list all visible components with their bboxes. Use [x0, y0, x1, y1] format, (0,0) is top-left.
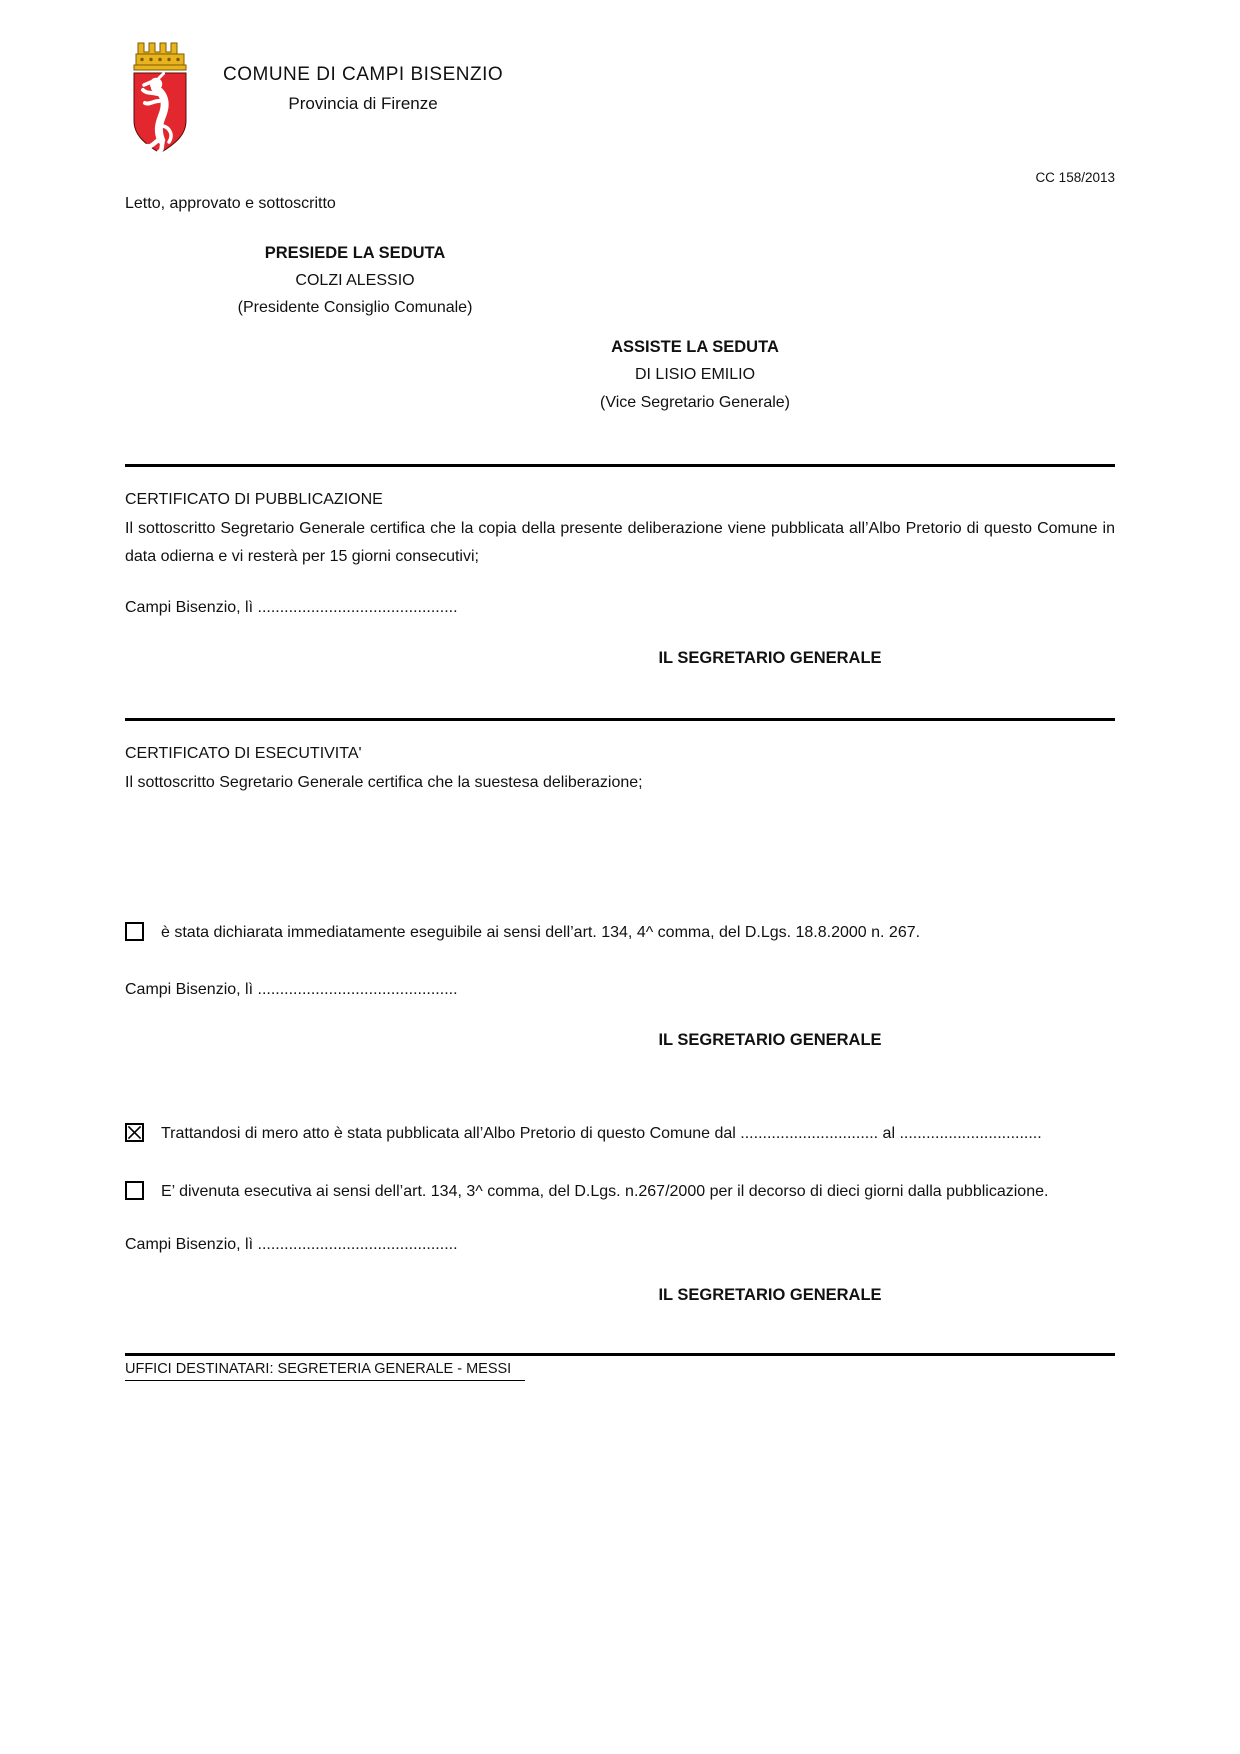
enforceability-certificate-section — [125, 745, 1115, 1305]
date-place-line: Campi Bisenzio, lì ............................................. — [125, 1235, 458, 1253]
organization-block — [223, 64, 503, 114]
document-header — [125, 40, 1115, 158]
approval-note: Letto, approvato e sottoscritto — [125, 195, 336, 212]
crown-icon — [134, 43, 186, 70]
checkbox-mere-act-published — [125, 1123, 144, 1142]
coat-of-arms-icon — [125, 40, 195, 155]
chair-block — [125, 239, 585, 321]
secretary-block — [485, 333, 905, 415]
recipient-offices-text: UFFICI DESTINATARI: SEGRETERIA GENERALE - MESSI — [125, 1356, 525, 1381]
enforceability-option-mere-act — [125, 1116, 1115, 1152]
province-name: Provincia di Firenze — [288, 94, 438, 113]
option-text: Trattandosi di mero atto è stata pubblicata all’Albo Pretorio di questo Comune dal ............................... al ................................ — [161, 1124, 1042, 1142]
enforceability-option-immediate — [125, 915, 1115, 951]
secretary-role: (Vice Segretario Generale) — [599, 393, 791, 411]
checkbox-immediate-enforceability — [125, 922, 144, 941]
secretary-signature-line: IL SEGRETARIO GENERALE — [658, 648, 882, 667]
chair-role: (Presidente Consiglio Comunale) — [237, 299, 473, 317]
option-text: è stata dichiarata immediatamente eseguibile ai sensi dell’art. 134, 4^ comma, del D.Lgs. 18.8.2000 n. 267. — [161, 923, 921, 941]
date-place-line: Campi Bisenzio, lì ............................................. — [125, 980, 458, 998]
secretary-name: DI LISIO EMILIO — [634, 366, 756, 384]
secretary-title: ASSISTE LA SEDUTA — [611, 338, 779, 357]
shield-icon — [134, 73, 186, 153]
enforceability-certificate-body: Il sottoscritto Segretario Generale certifica che la suestesa deliberazione; — [125, 773, 643, 791]
chair-name: COLZI ALESSIO — [295, 272, 415, 290]
municipality-name: COMUNE DI CAMPI BISENZIO — [223, 64, 504, 85]
section-divider — [125, 718, 1115, 721]
chair-title: PRESIEDE LA SEDUTA — [264, 244, 446, 262]
option-text: E’ divenuta esecutiva ai sensi dell’art. 134, 3^ comma, del D.Lgs. n.267/2000 per il decorso di dieci giorni dalla pubblicazione. — [161, 1182, 1049, 1200]
publication-certificate-section — [125, 491, 1115, 668]
enforceability-option-ten-days — [125, 1174, 1115, 1210]
checkbox-ten-days-enforceability — [125, 1181, 144, 1200]
publication-certificate-title: CERTIFICATO DI PUBBLICAZIONE — [125, 490, 383, 508]
enforceability-certificate-title: CERTIFICATO DI ESECUTIVITA' — [125, 744, 362, 762]
secretary-signature-line: IL SEGRETARIO GENERALE — [658, 1285, 882, 1304]
document-reference: CC 158/2013 — [1035, 170, 1115, 185]
publication-certificate-body: Il sottoscritto Segretario Generale certifica che la copia della presente deliberazione viene pubblicata all’Albo Pretorio di questo Comune in data odierna e vi resterà per 15 giorni consecutivi; — [125, 519, 1115, 565]
secretary-signature-line: IL SEGRETARIO GENERALE — [658, 1030, 882, 1049]
recipient-offices-footer — [125, 1353, 1115, 1381]
checkbox-x-icon — [127, 1125, 142, 1140]
section-divider — [125, 464, 1115, 467]
date-place-line: Campi Bisenzio, lì ............................................. — [125, 598, 458, 616]
